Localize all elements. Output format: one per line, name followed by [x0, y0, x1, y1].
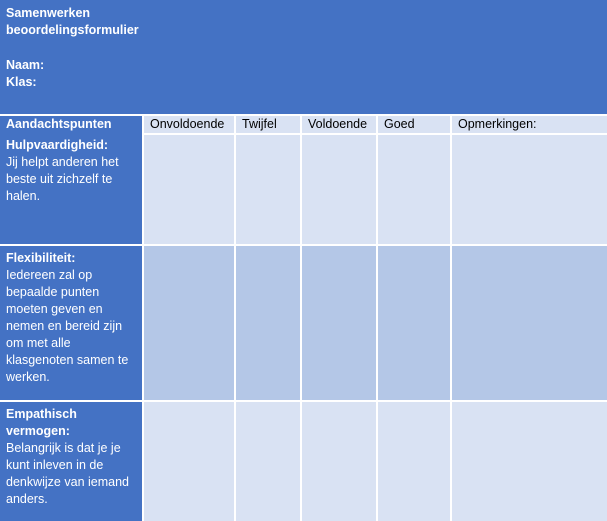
col-goed: Goed	[378, 116, 450, 133]
row-title: Empathisch vermogen:	[6, 407, 77, 438]
row-title: Hulpvaardigheid:	[6, 138, 109, 152]
cell-r3-voldoende[interactable]	[302, 402, 376, 521]
col-twijfel: Twijfel	[236, 116, 300, 133]
col-voldoende: Voldoende	[302, 116, 376, 133]
row-label-flexibiliteit	[0, 246, 142, 400]
cell-r3-opmerkingen[interactable]	[452, 402, 607, 521]
row-text: Belangrijk is dat je je kunt inleven in de denkwijze van iemand anders.	[6, 441, 129, 506]
row-title: Flexibiliteit:	[6, 251, 76, 265]
cell-r1-twijfel[interactable]	[236, 135, 300, 244]
cell-r1-opmerkingen[interactable]	[452, 135, 607, 244]
cell-r3-twijfel[interactable]	[236, 402, 300, 521]
cell-r2-goed[interactable]	[378, 246, 450, 400]
cell-r2-opmerkingen[interactable]	[452, 246, 607, 400]
col-aandachtspunten: Aandachtspunten	[0, 116, 142, 133]
row-label-hulpvaardigheid	[0, 133, 142, 244]
form-header	[0, 0, 607, 114]
col-opmerkingen: Opmerkingen:	[452, 116, 607, 133]
col-onvoldoende: Onvoldoende	[144, 116, 234, 133]
row-text: Iedereen zal op bepaalde punten moeten geven en nemen en bereid zijn om met alle klasgenoten samen te werken.	[6, 268, 129, 384]
class-label: Klas:	[6, 75, 37, 89]
cell-r1-goed[interactable]	[378, 135, 450, 244]
cell-r2-voldoende[interactable]	[302, 246, 376, 400]
cell-r1-onvoldoende[interactable]	[144, 135, 234, 244]
name-label: Naam:	[6, 58, 45, 72]
cell-r2-twijfel[interactable]	[236, 246, 300, 400]
cell-r2-onvoldoende[interactable]	[144, 246, 234, 400]
row-label-empathisch-vermogen	[0, 402, 142, 521]
cell-r3-goed[interactable]	[378, 402, 450, 521]
cell-r1-voldoende[interactable]	[302, 135, 376, 244]
cell-r3-onvoldoende[interactable]	[144, 402, 234, 521]
row-text: Jij helpt anderen het beste uit zichzelf te halen.	[6, 155, 119, 203]
form-title: Samenwerken beoordelingsformulier	[6, 6, 139, 37]
